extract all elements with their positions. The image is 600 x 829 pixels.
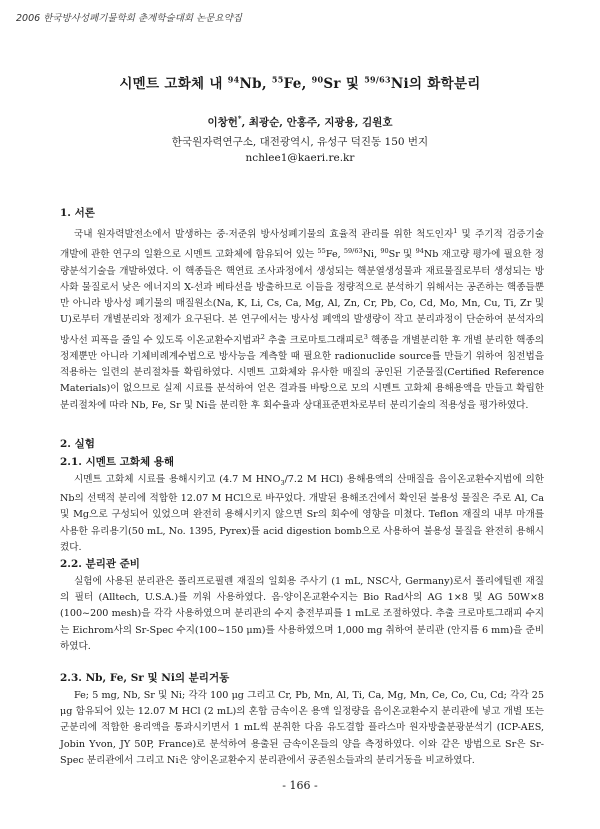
- section-2-heading: 2. 실험: [60, 438, 95, 450]
- section-1-heading: 1. 서론: [60, 207, 95, 219]
- subsection-2-3-body: Fe; 5 mg, Nb, Sr 및 Ni; 각각 100 μg 그리고 Cr, Pb, Mn, Al, Ti, Ca, Mg, Mn, Ce, Co, Cu, Cd; 각각 25 μg 함유되어 있는 12.07 M HCl (2 mL)의 혼합 금속이온 용액 일정량을 음이온교환수지 분리관에 넣고 개별 또는 군분리에 적합한 용리액을 통과시키면서 1 mL씩 분취한 다음 유도결합 플라스마 원자방출분광분석기 (ICP-AES, Jobin Yvon, JY 50P, France)로 분석하여 용출된 금속이온들의 양을 측정하였다. 이와 같은 방법으로 Sr은 Sr-Spec 분리관에서 그리고 Ni은 양이온교환수지 분리관에서 공존원소들과의 분리거동을 비교하였다.: [60, 690, 544, 766]
- affiliation: 한국원자력연구소, 대전광역시, 유성구 덕진동 150 번지: [171, 136, 429, 148]
- subsection-2-2-heading: 2.2. 분리관 준비: [60, 558, 140, 570]
- subsection-2-2-body: 실험에 사용된 분리관은 폴리프로필렌 재질의 일회용 주사기 (1 mL, NSC사, Germany)로서 폴리에틸렌 재질의 필터 (Alltech, U.S.A.)를 끼워 사용하였다. 음·양이온교환수지는 Bio Rad사의 AG 1×8 및 AG 50W×8 (100~200 mesh)을 각각 사용하였으며 분리관의 수지 충전부피를 1 mL로 조절하였다. 추출 크로마토그래피 수지는 Eichrom사의 Sr-Spec 수지(100~150 μm)를 사용하였으며 1,000 mg 취하여 분리관 (안지름 6 mm)을 준비하였다.: [60, 576, 544, 652]
- running-header: 2006 한국방사성폐기물학회 춘계학술대회 논문요약집: [16, 13, 242, 24]
- author-list: 이창헌*, 최광순, 안홍주, 지광용, 김원호: [207, 114, 393, 129]
- author-email: nchlee1@kaeri.re.kr: [245, 152, 355, 164]
- section-1-body: 국내 원자력발전소에서 발생하는 중·저준위 방사성폐기물의 효율적 관리를 위한 척도인자$^1$ 및 주기적 검증기술 개발에 관한 연구의 일환으로 시멘트 고화체에 함유되어 있는 $^{55}$Fe, $^{59/63}$Ni, $^{90}$Sr 및 $^{94}$Nb 재고량 평가에 필요한 정량분석기술을 개발하였다. 이 핵종들은 핵연료 조사과정에서 생성되는 핵분열생성물과 재료물질로부터 생성되는 방사화 물질로서 낮은 에너지의 X-선과 베타선을 방출하므로 이들을 정량적으로 분석하기 위해서는 공존하는 핵종들뿐만 아니라 방사성 폐기물의 매질원소(Na, K, Li, Cs, Ca, Mg, Al, Zn, Cr, Pb, Co, Cd, Mo, Mn, Cu, Ti, Zr 및 U)로부터 개별분리와 정제가 요구된다. 본 연구에서는 방사성 폐액의 발생량이 작고 분리과정이 단순하여 분석자의 방사선 피폭을 줄일 수 있도록 이온교환수지법과$^2$ 추출 크로마토그래피로$^3$ 핵종을 개별분리한 후 개별 분리한 핵종의 정제뿐만 아니라 기체비례계수법으로 방사능을 계측할 때 필요한 radionuclide source를 만들기 위하여 침전법을 적용하는 일련의 분리절차를 확립하였다. 시멘트 고화체와 유사한 매질의 공인된 기준물질(Certified Reference Materials)이 없으므로 실제 시료를 분석하여 얻은 결과를 바탕으로 모의 시멘트 고화체 용해용액을 만들고 확립한 분리절차에 따라 Nb, Fe, Sr 및 Ni을 분리한 후 회수율과 상대표준편차로부터 분리기술의 적용성을 평가하였다.: [60, 227, 544, 411]
- page-number: - 166 -: [282, 779, 318, 792]
- subsection-2-3-heading: 2.3. Nb, Fe, Sr 및 Ni의 분리거동: [60, 672, 230, 684]
- corresponding-author-mark: *: [237, 114, 242, 123]
- subsection-2-1-body: 시멘트 고화체 시료를 용해시키고 (4.7 M $HNO_3/7.2$ M HCl) 용해용액의 산매질을 음이온교환수지법에 의한 Nb의 선택적 분리에 적합한 12.07 M HCl으로 바꾸었다. 개발된 용해조건에서 확인된 불용성 물질은 주로 Al, Ca 및 Mg으로 구성되어 있었으며 완전히 용해시키지 않으면 Sr의 회수에 영향을 미쳤다. Teflon 재질의 내부 마개를 사용한 유리용기(50 mL, No. 1395, Pyrex)를 acid digestion bomb으로 사용하여 불용성 물질을 완전히 용해시켰다.: [60, 474, 544, 553]
- subsection-2-1-heading: 2.1. 시멘트 고화체 용해: [60, 456, 175, 468]
- corresponding-author: 이창헌: [207, 116, 238, 129]
- paper-title: 시멘트 고화체 내 $^{94}$Nb, $^{55}$Fe, $^{90}$Sr 및 $^{59/63}$Ni의 화학분리: [119, 74, 481, 92]
